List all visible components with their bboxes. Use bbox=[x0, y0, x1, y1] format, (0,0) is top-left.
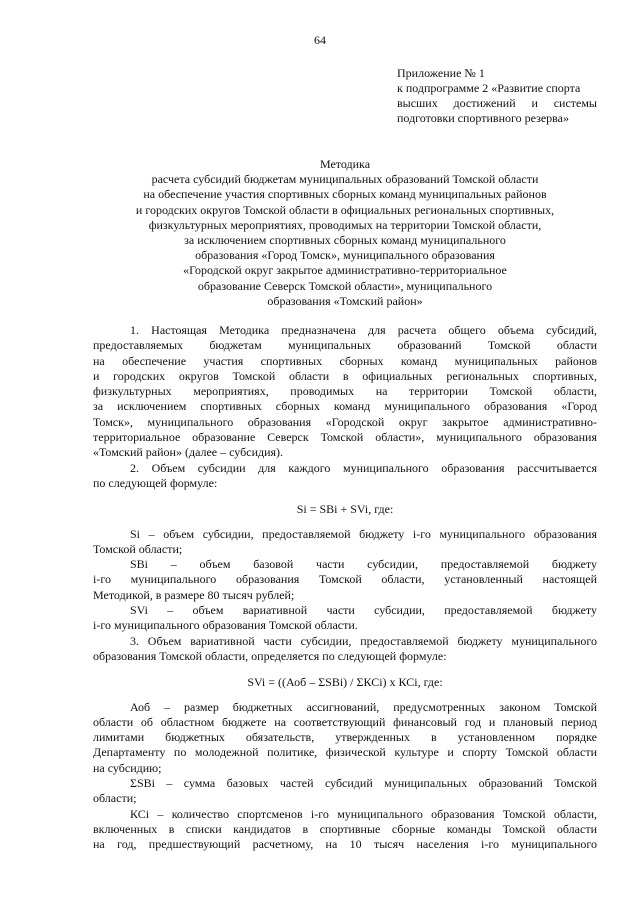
title-line: образования «Город Томск», муниципального образования bbox=[195, 248, 495, 263]
body-line: Аоб – размер бюджетных ассигнований, предусмотренных законом Томской bbox=[130, 699, 597, 714]
body-line: на субсидию; bbox=[93, 760, 162, 775]
body-line: SVi – объем вариативной части субсидии, предоставляемой бюджету bbox=[130, 603, 597, 618]
body-line: Департаменту по молодежной политике, физической культуре и спорту Томской области bbox=[93, 745, 597, 760]
body-line: области; bbox=[93, 791, 137, 806]
title-line: физкультурных мероприятиях, проводимых на территории Томской области, bbox=[148, 217, 542, 232]
title-line: образования «Томский район» bbox=[267, 293, 423, 308]
body-line: Si – объем субсидии, предоставляемой бюджету i-го муниципального образования bbox=[130, 526, 597, 541]
body-line: на обеспечение участия спортивных сборных команд муниципальных районов bbox=[93, 353, 597, 368]
document-body bbox=[93, 323, 597, 853]
body-line: i-го муниципального образования Томской области, установленный настоящей bbox=[93, 572, 597, 587]
body-line: 3. Объем вариативной части субсидии, предоставляемой бюджету муниципального bbox=[130, 633, 597, 648]
appendix-line: Приложение № 1 bbox=[397, 66, 485, 80]
appendix-line: высших достижений и системы bbox=[397, 96, 597, 110]
formula-variable-part: SVi = ((Аоб – ΣSBi) / ΣКСi) х КСi, где: bbox=[247, 675, 443, 690]
body-line: Методикой, в размере 80 тысяч рублей; bbox=[93, 587, 295, 602]
title-line: на обеспечение участия спортивных сборных команд муниципальных районов bbox=[143, 187, 547, 202]
title-heading: Методика bbox=[319, 157, 371, 171]
page-number: 64 bbox=[314, 33, 326, 47]
appendix-line: подготовки спортивного резерва» bbox=[397, 111, 569, 125]
body-line: «Томский район» (далее – субсидия). bbox=[93, 445, 284, 460]
body-line: включенных в списки кандидатов в спортивные сборные команды Томской области bbox=[93, 821, 597, 836]
title-line: за исключением спортивных сборных команд муниципального bbox=[184, 233, 506, 248]
body-line: КСi – количество спортсменов i-го муниципального образования Томской области, bbox=[130, 806, 597, 821]
body-line: территориальное образование Северск Томской области», муниципального образования bbox=[93, 430, 597, 445]
title-line: и городских округов Томской области в официальных региональных спортивных, bbox=[135, 202, 555, 217]
body-line: по следующей формуле: bbox=[93, 475, 218, 490]
body-line: 1. Настоящая Методика предназначена для расчета общего объема субсидий, bbox=[130, 323, 597, 337]
body-line: ΣSBi – сумма базовых частей субсидий муниципальных образований Томской bbox=[130, 776, 597, 791]
body-line: SBi – объем базовой части субсидии, предоставляемой бюджету bbox=[130, 557, 597, 572]
body-line: 2. Объем субсидии для каждого муниципального образования рассчитывается bbox=[130, 460, 597, 475]
title-line: образование Северск Томской области», муниципального bbox=[197, 278, 493, 293]
body-line: и городских округов Томской области в официальных региональных спортивных, bbox=[93, 368, 597, 383]
body-line: i-го муниципального образования Томской области. bbox=[93, 618, 358, 633]
body-line: физкультурных мероприятиях, проводимых на территории Томской области, bbox=[93, 384, 597, 399]
body-line: за исключением спортивных сборных команд муниципального образования «Город bbox=[93, 399, 597, 414]
body-line: на год, предшествующий расчетному, на 10 тысяч населения i-го муниципального bbox=[93, 837, 597, 852]
appendix-header bbox=[397, 66, 597, 126]
title-line: «Городской округ закрытое административно-территориальное bbox=[183, 263, 507, 278]
body-line: области об областном бюджете на соответствующий финансовый год и плановый период bbox=[93, 714, 597, 729]
body-line: лимитами бюджетных обязательств, утвержденных в установленном порядке bbox=[93, 730, 597, 745]
title-line: расчета субсидий бюджетам муниципальных образований Томской области bbox=[151, 172, 539, 187]
body-line: Томской области; bbox=[93, 541, 183, 556]
appendix-line: к подпрограмме 2 «Развитие спорта bbox=[397, 81, 581, 95]
document-title bbox=[90, 157, 600, 309]
body-line: образования Томской области, определяется по следующей формуле: bbox=[93, 648, 447, 663]
formula-subsidy: Si = SBi + SVi, где: bbox=[296, 502, 394, 517]
body-line: Томск», муниципального образования «Городской округ закрытое административно- bbox=[93, 414, 597, 429]
body-line: предоставляемых бюджетам муниципальных образований Томской области bbox=[93, 338, 597, 353]
